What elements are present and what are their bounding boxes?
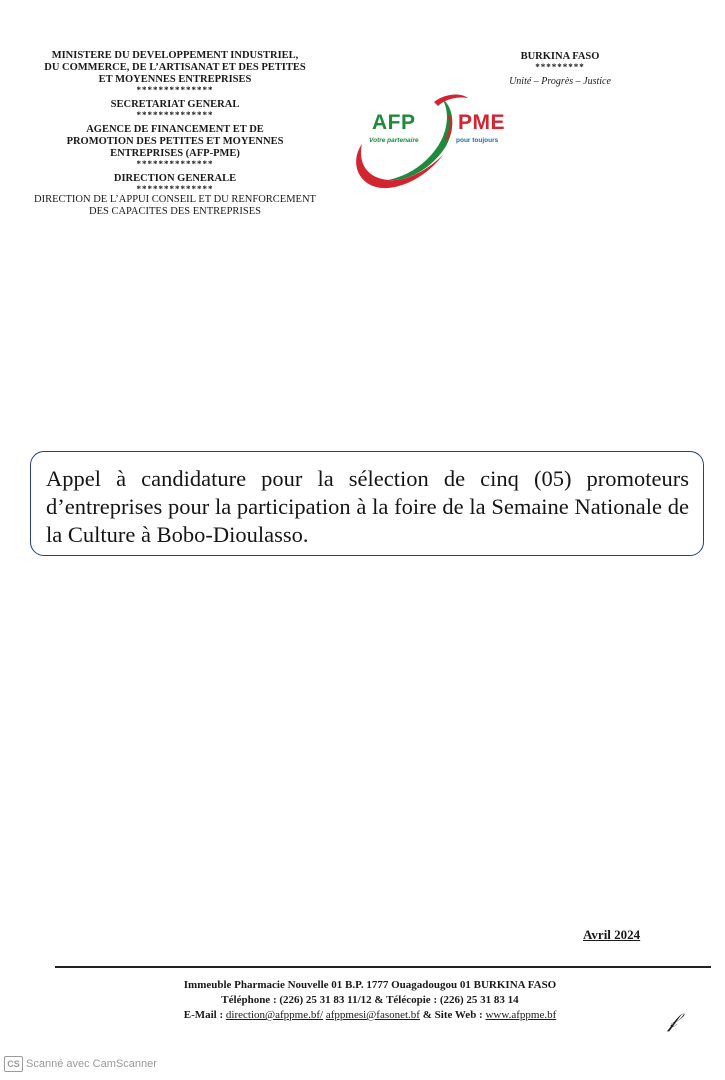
email-link-direction[interactable]: direction@afppme.bf/ (225, 1009, 324, 1021)
handwritten-initial: 𝒻 (668, 1008, 677, 1032)
national-motto: Unité – Progrès – Justice (509, 76, 611, 87)
camscanner-watermark (4, 1056, 157, 1072)
separator-stars: ************** (136, 184, 214, 194)
ministry-header (20, 50, 330, 218)
logo-tagline-right: pour toujours (456, 137, 499, 144)
direction-generale-label: DIRECTION GENERALE (113, 173, 237, 184)
agency-line-1: AGENCE DE FINANCEMENT ET DE (86, 124, 264, 135)
website-link[interactable]: www.afppme.bf (485, 1009, 557, 1021)
document-title: Appel à candidature pour la sélection de cinq (05) promoteurs d’entreprises pour la participation à la foire de la Semaine Nationale de la Culture à Bobo-Dioulasso. (46, 466, 689, 547)
footer-contact (120, 978, 620, 1023)
camscanner-text: Scanné avec CamScanner (26, 1058, 157, 1070)
footer-phone: Téléphone : (226) 25 31 83 11/12 & Télécopie : (226) 25 31 83 14 (221, 994, 519, 1006)
footer-email-web-line (120, 1008, 620, 1023)
email-link-afppmesi[interactable]: afppmesi@fasonet.bf (325, 1009, 420, 1021)
logo-afp-text: AFP (372, 111, 416, 134)
document-date: Avril 2024 (583, 927, 641, 942)
agency-line-3: ENTREPRISES (AFP-PME) (110, 148, 240, 159)
separator-stars: ************** (136, 159, 214, 169)
ministry-line-2: DU COMMERCE, DE L’ARTISANAT ET DES PETITES (44, 62, 306, 73)
separator-stars: ********* (535, 62, 585, 72)
footer-address: Immeuble Pharmacie Nouvelle 01 B.P. 1777 Ouagadougou 01 BURKINA FASO (183, 979, 557, 991)
ministry-line-1: MINISTERE DU DEVELOPPEMENT INDUSTRIEL, (51, 50, 299, 61)
separator-stars: ************** (136, 110, 214, 120)
ministry-line-3: ET MOYENNES ENTREPRISES (98, 74, 252, 85)
separator-stars: ************** (136, 85, 214, 95)
direction-appui-line-1: DIRECTION DE L’APPUI CONSEIL ET DU RENFORCEMENT (34, 194, 316, 205)
call-for-applications-title-box (30, 451, 704, 556)
website-label: & Site Web : (422, 1009, 483, 1021)
country-header (490, 50, 630, 90)
camscanner-icon: CS (4, 1056, 23, 1072)
footer-divider (55, 966, 711, 968)
direction-appui-line-2: DES CAPACITES DES ENTREPRISES (88, 206, 262, 217)
secretariat-label: SECRETARIAT GENERAL (110, 99, 240, 110)
logo-pme-text: PME (458, 111, 506, 134)
email-label: E-Mail : (183, 1009, 224, 1021)
logo-tagline-left: Votre partenaire (369, 137, 419, 144)
country-name: BURKINA FASO (520, 51, 600, 62)
agency-line-2: PROMOTION DES PETITES ET MOYENNES (66, 136, 284, 147)
afp-pme-logo (348, 92, 523, 194)
